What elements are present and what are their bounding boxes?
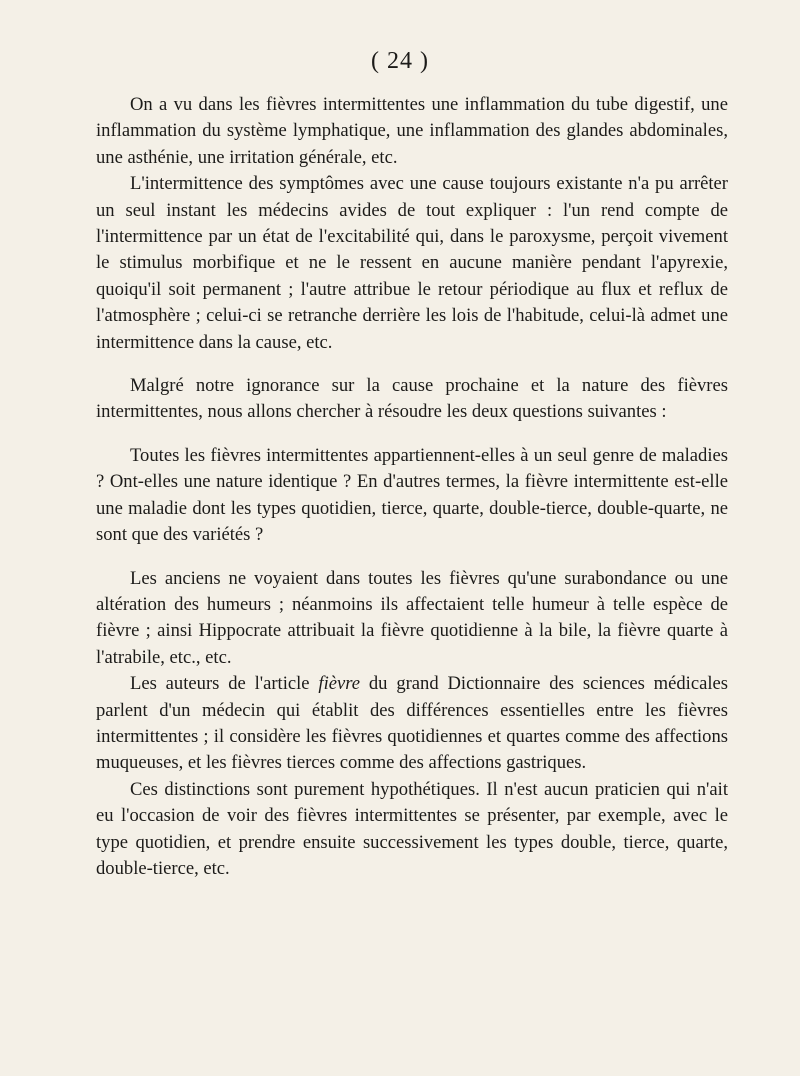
paragraph-5: Les anciens ne voyaient dans toutes les fièvres qu'une surabondance ou une altération des humeurs ; néanmoins ils affectaient telle humeur à telle espèce de fièvre ; ainsi Hippocrate attribuait la fièvre quotidienne à la bile, la fièvre quarte à l'atrabile, etc., etc.: [96, 567, 728, 668]
paragraph-3: Malgré notre ignorance sur la cause prochaine et la nature des fièvres intermittentes, nous allons chercher à résoudre les deux questions suivantes :: [96, 375, 728, 423]
paragraph-1: On a vu dans les fièvres intermittentes une inflammation du tube digestif, une inflammation du système lymphatique, une inflammation des glandes abdominales, une asthénie, une irritation générale, etc.: [96, 94, 728, 168]
paragraph-7: Ces distinctions sont purement hypothétiques. Il n'est aucun praticien qui n'ait eu l'occasion de voir des fièvres intermittentes se présenter, par exemple, avec le type quotidien, et prendre ensuite successivement les types double, tierce, quarte, double-tierce, etc.: [96, 778, 728, 879]
paragraph-2: L'intermittence des symptômes avec une cause toujours existante n'a pu arrêter un seul instant les médecins avides de tout expliquer : l'un rend compte de l'intermittence par un état de l'excitabilité qui, dans le paroxysme, perçoit vivement le stimulus morbifique et ne le ressent en aucune manière pendant l'apyrexie, quoiqu'il soit permanent ; l'autre attribue le retour périodique au flux et reflux de l'atmosphère ; celui-ci se retranche derrière les lois de l'habitude, celui-là admet une intermittence dans la cause, etc.: [96, 173, 728, 353]
paragraph-6: [96, 671, 728, 777]
page-number: ( 24 ): [371, 48, 429, 74]
body-text: [96, 92, 728, 882]
paragraph-6-end: du grand Dictionnaire des sciences médicales parlent d'un médecin qui établit des différences essentielles entre les fièvres intermittentes ; il considère les fièvres quotidiennes et quartes comme des affections muqueuses, et les fièvres tierces comme des affections gastriques.: [96, 673, 728, 774]
paragraph-4: Toutes les fièvres intermittentes appartiennent-elles à un seul genre de maladies ? Ont-elles une nature identique ? En d'autres termes, la fièvre intermittente est-elle une maladie dont les types quotidien, tierce, quarte, double-tierce, double-quarte, ne sont que des variétés ?: [96, 444, 728, 546]
paragraph-6-start: Les auteurs de l'article: [130, 673, 319, 695]
paragraph-6-italic-term: fièvre: [318, 673, 361, 695]
